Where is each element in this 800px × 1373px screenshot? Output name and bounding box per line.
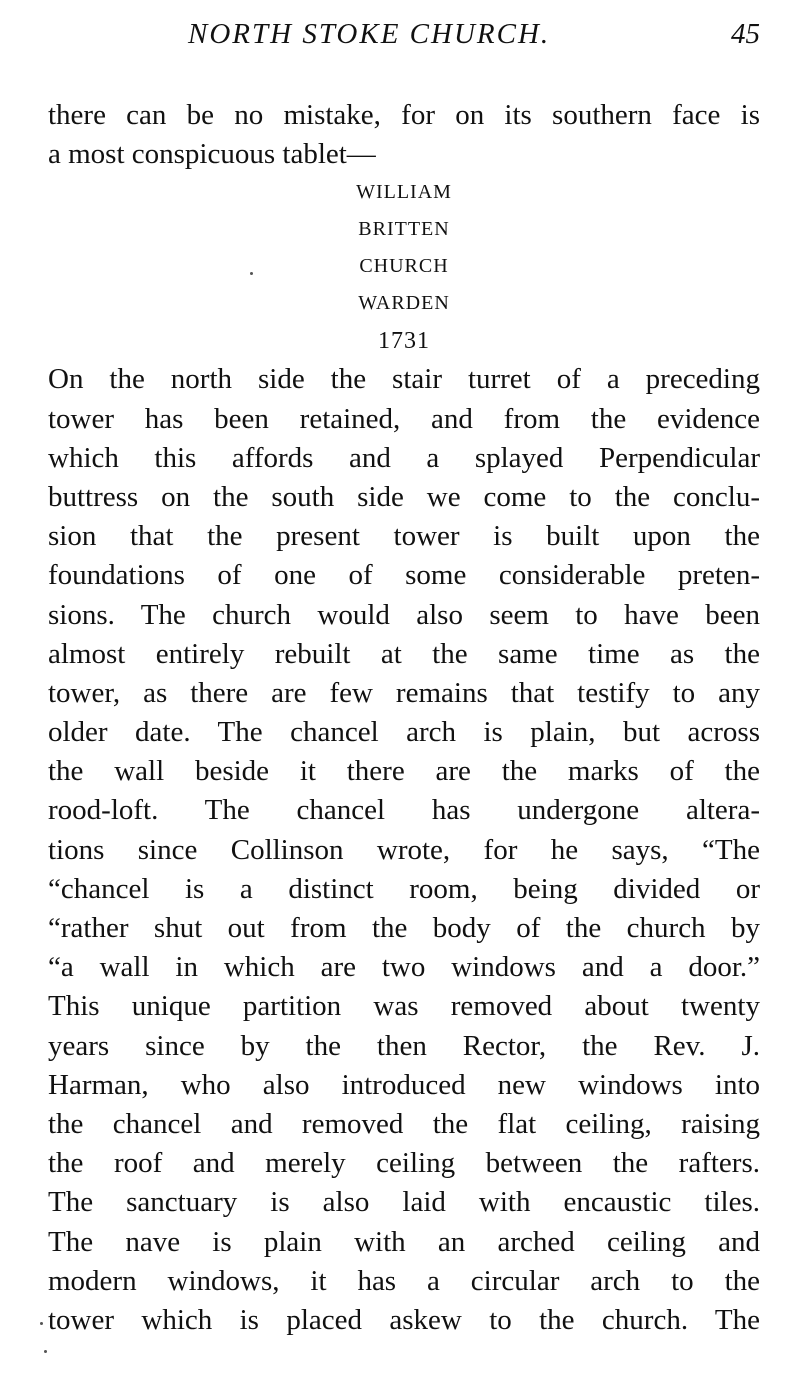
page-number: 45: [731, 18, 760, 50]
page-header: [48, 18, 760, 58]
print-speck: [250, 272, 253, 275]
text-line: sions. The church would also seem to have been: [48, 598, 760, 631]
text-line: sion that the present tower is built upon the: [48, 520, 760, 553]
text-line: older date. The chancel arch is plain, but across: [48, 716, 760, 749]
text-line: the chancel and removed the flat ceiling, raising: [48, 1107, 760, 1140]
tablet-inscription: [48, 174, 760, 360]
text-line: a most conspicuous tablet—: [48, 138, 376, 171]
print-speck: [40, 1322, 43, 1325]
text-line: there can be no mistake, for on its southern face is: [48, 99, 760, 131]
print-speck: [44, 1350, 47, 1353]
text-line: rood-loft. The chancel has undergone altera-: [48, 794, 760, 827]
text-line: buttress on the south side we come to the conclu-: [48, 480, 760, 513]
text-line: the roof and merely ceiling between the rafters.: [48, 1147, 760, 1180]
text-line: the wall beside it there are the marks of the: [48, 755, 760, 788]
text-line: The nave is plain with an arched ceiling and: [48, 1225, 760, 1258]
text-line: tower has been retained, and from the evidence: [48, 402, 760, 435]
text-line: modern windows, it has a circular arch to the: [48, 1264, 760, 1297]
tablet-line: CHURCH: [359, 255, 449, 278]
running-title: NORTH STOKE CHURCH.: [188, 18, 551, 50]
text-line: tions since Collinson wrote, for he says, “The: [48, 833, 760, 866]
text-line: This unique partition was removed about twenty: [48, 990, 760, 1023]
text-line: tower, as there are few remains that testify to any: [48, 676, 760, 709]
text-line: foundations of one of some considerable preten-: [48, 559, 760, 592]
text-line: which this affords and a splayed Perpendicular: [48, 441, 760, 474]
tablet-line: BRITTEN: [358, 218, 450, 241]
text-line: years since by the then Rector, the Rev. J.: [48, 1029, 760, 1062]
text-line: Harman, who also introduced new windows into: [48, 1068, 760, 1101]
text-line: tower which is placed askew to the church. The: [48, 1303, 760, 1336]
text-line: On the north side the stair turret of a preceding: [48, 363, 760, 396]
tablet-year: 1731: [378, 328, 430, 355]
text-line: almost entirely rebuilt at the same time as the: [48, 637, 760, 670]
text-line: “chancel is a distinct room, being divided or: [48, 872, 760, 905]
text-line: The sanctuary is also laid with encaustic tiles.: [48, 1186, 760, 1219]
tablet-line: WILLIAM: [356, 181, 452, 204]
body-text: [48, 96, 760, 1340]
tablet-line: WARDEN: [358, 292, 450, 315]
text-line: “rather shut out from the body of the church by: [48, 912, 760, 944]
text-line: “a wall in which are two windows and a door.”: [48, 951, 760, 984]
